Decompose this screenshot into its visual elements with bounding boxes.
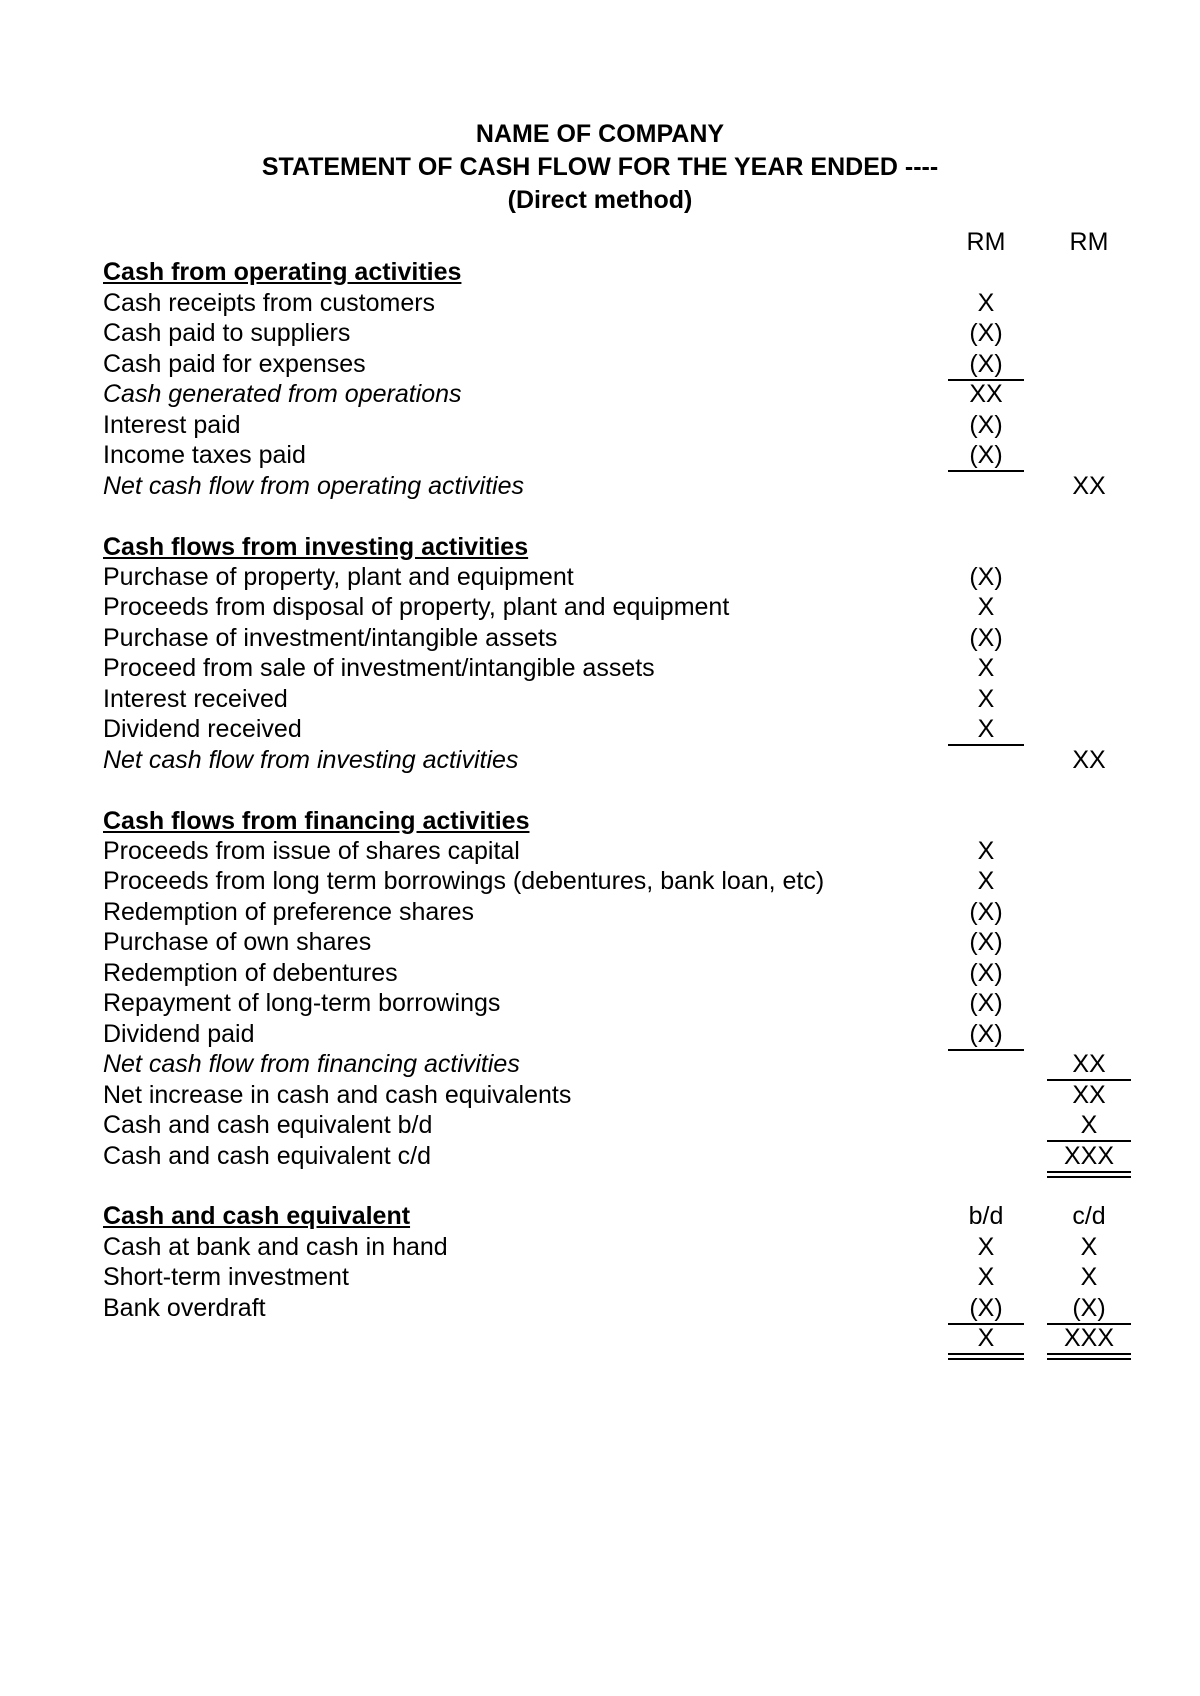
line-item-label: Net increase in cash and cash equivalents — [103, 1080, 572, 1109]
statement-row — [0, 287, 1200, 320]
statement-row — [0, 1292, 1200, 1325]
statement-row — [0, 226, 1200, 259]
amount-col-2: XX — [1072, 471, 1106, 500]
statement-row — [0, 1018, 1200, 1051]
amount-col-1: (X) — [948, 1292, 1024, 1325]
section-heading: Cash flows from financing activities — [103, 806, 530, 835]
statement-row — [0, 317, 1200, 350]
amount-col-2: RM — [1069, 228, 1109, 256]
amount-col-2: XX — [1072, 745, 1106, 774]
amount-col-1: X — [977, 684, 995, 713]
line-item-label: Short-term investment — [103, 1263, 349, 1292]
line-item-label: Cash and cash equivalent b/d — [103, 1111, 433, 1140]
statement-row — [0, 1079, 1200, 1112]
statement-row — [0, 1109, 1200, 1142]
line-item-label: Proceeds from disposal of property, plant and equipment — [103, 593, 730, 622]
section-heading-row — [0, 805, 1200, 838]
amount-col-2: X — [1047, 1109, 1131, 1142]
section-heading: Cash and cash equivalent — [103, 1202, 411, 1231]
amount-col-2: X — [1080, 1263, 1098, 1292]
statement-row — [0, 774, 1200, 807]
statement-row — [0, 409, 1200, 442]
line-item-label: Proceeds from long term borrowings (debentures, bank loan, etc) — [103, 867, 825, 896]
statement-row — [0, 378, 1200, 411]
line-item-label: Interest paid — [103, 410, 241, 439]
amount-col-1: X — [977, 867, 995, 896]
amount-col-1: X — [977, 1232, 995, 1261]
statement-row — [0, 1170, 1200, 1203]
amount-col-1: (X) — [969, 989, 1003, 1018]
statement-row — [0, 652, 1200, 685]
statement-title: STATEMENT OF CASH FLOW FOR THE YEAR ENDED ---- — [261, 153, 939, 181]
amount-col-1: (X) — [969, 958, 1003, 987]
amount-col-1: X — [948, 1322, 1024, 1355]
statement-row — [0, 835, 1200, 868]
amount-col-1: X — [977, 288, 995, 317]
statement-row — [0, 957, 1200, 990]
statement-row — [0, 1140, 1200, 1173]
line-item-label: Redemption of preference shares — [103, 897, 475, 926]
statement-row — [0, 1322, 1200, 1355]
line-item-label: Proceed from sale of investment/intangible assets — [103, 654, 655, 683]
line-item-label: Net cash flow from investing activities — [103, 745, 519, 774]
amount-col-1: X — [977, 837, 995, 865]
statement-row — [0, 683, 1200, 716]
statement-row — [0, 1231, 1200, 1264]
amount-col-1: X — [977, 593, 995, 622]
statement-row — [0, 987, 1200, 1020]
statement-row — [0, 865, 1200, 898]
line-item-label: Purchase of own shares — [103, 928, 372, 957]
section-heading: Cash from operating activities — [103, 258, 462, 287]
amount-col-2: XX — [1047, 1048, 1131, 1081]
line-item-label: Cash and cash equivalent c/d — [103, 1141, 431, 1170]
line-item-label: Dividend received — [103, 715, 302, 744]
amount-col-1: (X) — [948, 439, 1024, 472]
amount-col-1: RM — [966, 228, 1006, 256]
statement-row — [0, 622, 1200, 655]
amount-col-1: (X) — [948, 1018, 1024, 1051]
statement-row — [0, 470, 1200, 503]
amount-col-1: (X) — [948, 348, 1024, 381]
amount-col-1: XX — [969, 380, 1003, 409]
amount-col-1: X — [977, 654, 995, 683]
line-item-label: Purchase of investment/intangible assets — [103, 623, 558, 652]
statement-row — [0, 744, 1200, 777]
amount-col-2: XXX — [1047, 1322, 1131, 1355]
statement-header — [0, 118, 1200, 217]
line-item-label: Purchase of property, plant and equipment — [103, 562, 574, 591]
amount-col-1: (X) — [969, 928, 1003, 957]
line-item-label: Proceeds from issue of shares capital — [103, 837, 520, 865]
line-item-label: Repayment of long-term borrowings — [103, 989, 501, 1018]
statement-row — [0, 1261, 1200, 1294]
line-item-label: Redemption of debentures — [103, 958, 398, 987]
amount-col-1: X — [948, 713, 1024, 746]
statement-row — [0, 348, 1200, 381]
section-heading-row — [0, 1200, 1200, 1233]
line-item-label: Income taxes paid — [103, 441, 306, 470]
line-item-label: Net cash flow from financing activities — [103, 1050, 520, 1079]
amount-col-1: (X) — [969, 562, 1003, 591]
section-heading-row — [0, 531, 1200, 564]
line-item-label: Dividend paid — [103, 1019, 255, 1048]
line-item-label: Cash paid to suppliers — [103, 319, 351, 348]
line-item-label: Net cash flow from operating activities — [103, 471, 525, 500]
statement-row — [0, 1048, 1200, 1081]
statement-row — [0, 500, 1200, 533]
amount-col-2: (X) — [1047, 1292, 1131, 1325]
amount-col-2: c/d — [1072, 1202, 1106, 1231]
line-item-label: Cash paid for expenses — [103, 349, 366, 378]
amount-col-1: X — [977, 1263, 995, 1292]
amount-col-1: (X) — [969, 897, 1003, 926]
line-item-label: Cash generated from operations — [103, 380, 462, 409]
company-name: NAME OF COMPANY — [475, 120, 725, 148]
method-subtitle: (Direct method) — [507, 186, 693, 214]
amount-col-1: (X) — [969, 623, 1003, 652]
line-item-label: Cash receipts from customers — [103, 288, 436, 317]
statement-row — [0, 591, 1200, 624]
line-item-label: Cash at bank and cash in hand — [103, 1232, 448, 1261]
statement-row — [0, 439, 1200, 472]
amount-col-2: XXX — [1047, 1140, 1131, 1173]
section-heading-row — [0, 256, 1200, 289]
line-item-label: Bank overdraft — [103, 1293, 266, 1322]
amount-col-1: (X) — [969, 410, 1003, 439]
amount-col-1: b/d — [968, 1202, 1004, 1231]
amount-col-1: (X) — [969, 319, 1003, 348]
amount-col-2: XX — [1072, 1080, 1106, 1109]
line-item-label: Interest received — [103, 684, 288, 713]
section-heading: Cash flows from investing activities — [103, 532, 529, 561]
statement-row — [0, 713, 1200, 746]
statement-row — [0, 926, 1200, 959]
statement-row — [0, 896, 1200, 929]
statement-row — [0, 561, 1200, 594]
amount-col-2: X — [1080, 1232, 1098, 1261]
